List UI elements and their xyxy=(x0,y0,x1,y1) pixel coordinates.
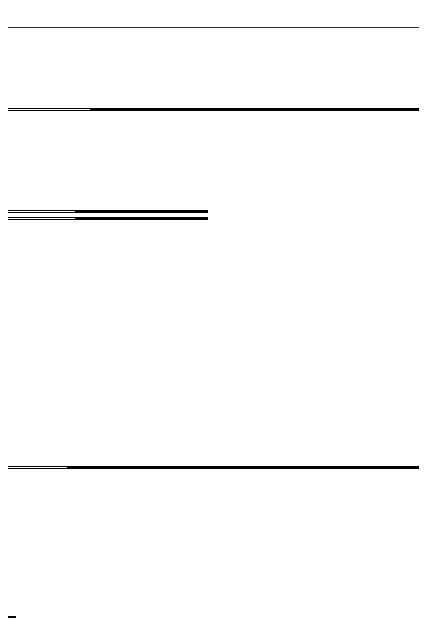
table-cell xyxy=(155,468,184,469)
table-cell xyxy=(172,110,213,111)
table-cell xyxy=(37,468,66,469)
table2 xyxy=(8,210,208,213)
page-number xyxy=(8,616,16,618)
table1 xyxy=(8,108,419,111)
table-cell xyxy=(75,219,108,220)
table-cell xyxy=(96,468,125,469)
left-middle-column xyxy=(8,210,208,464)
top-right-column xyxy=(218,31,419,107)
table-cell xyxy=(108,219,141,220)
table-cell xyxy=(141,219,174,220)
table-cell xyxy=(296,110,337,111)
table3 xyxy=(8,217,208,220)
table-cell xyxy=(378,110,419,111)
table-cell xyxy=(8,219,41,220)
table-cell xyxy=(175,212,208,213)
table-cell xyxy=(49,110,90,111)
table-cell xyxy=(67,468,96,469)
right-column xyxy=(218,210,419,464)
table-cell xyxy=(90,110,131,111)
table-cell xyxy=(75,212,108,213)
table-cell xyxy=(41,212,74,213)
table-cell xyxy=(108,212,141,213)
table-cell xyxy=(141,212,174,213)
table-cell xyxy=(243,468,272,469)
table-row xyxy=(8,110,419,111)
table-cell xyxy=(331,468,360,469)
table-cell xyxy=(41,219,74,220)
table-cell xyxy=(213,110,254,111)
table-cell xyxy=(8,110,49,111)
top-left-column xyxy=(8,31,208,107)
table-cell xyxy=(8,468,37,469)
table1-block xyxy=(8,108,419,208)
table-row xyxy=(8,219,208,220)
table4 xyxy=(8,466,419,469)
table-cell xyxy=(272,468,301,469)
table-cell xyxy=(337,110,378,111)
table4-block xyxy=(8,466,419,568)
table-cell xyxy=(360,468,389,469)
table-cell xyxy=(389,468,419,469)
table-cell xyxy=(125,468,154,469)
header-rule xyxy=(8,27,419,28)
table-cell xyxy=(184,468,213,469)
table-cell xyxy=(213,468,242,469)
table-cell xyxy=(131,110,172,111)
table-cell xyxy=(255,110,296,111)
table-cell xyxy=(8,212,41,213)
running-header xyxy=(8,6,419,26)
table-row xyxy=(8,468,419,469)
table-cell xyxy=(301,468,330,469)
table-cell xyxy=(175,219,208,220)
table-row xyxy=(8,212,208,213)
